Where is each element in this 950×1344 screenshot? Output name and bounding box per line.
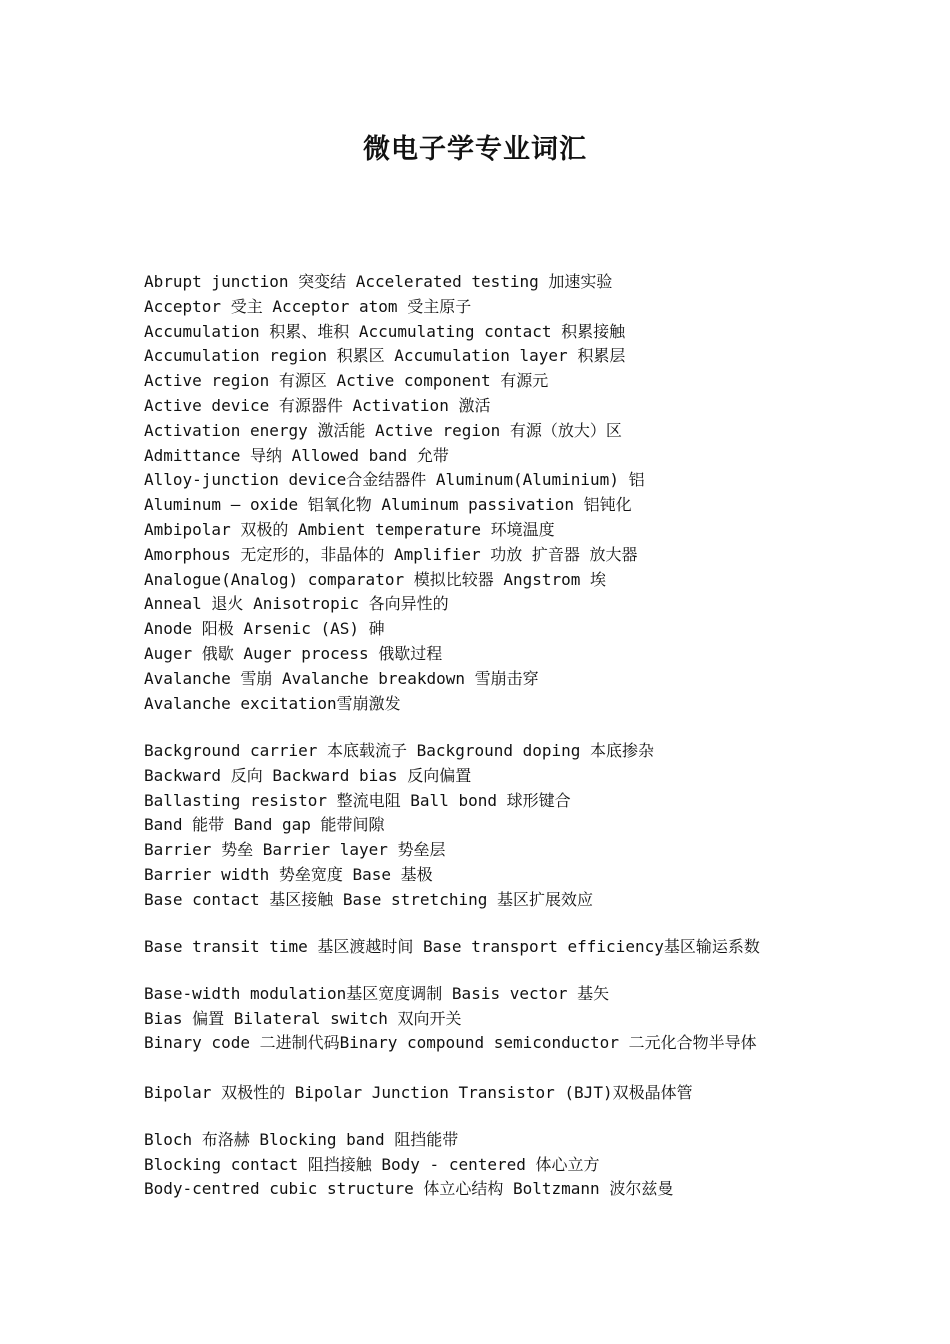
glossary-line: Base contact 基区接触 Base stretching 基区扩展效应 xyxy=(144,889,593,909)
glossary-line: Auger 俄歇 Auger process 俄歇过程 xyxy=(144,643,443,663)
glossary-body xyxy=(144,270,924,1202)
glossary-line: Anneal 退火 Anisotropic 各向异性的 xyxy=(144,594,449,614)
glossary-line: Active device 有源器件 Activation 激活 xyxy=(144,395,491,415)
glossary-line: Admittance 导纳 Allowed band 允带 xyxy=(144,445,449,465)
glossary-line: Base-width modulation基区宽度调制 Basis vector 基矢 xyxy=(144,983,610,1003)
glossary-line: Acceptor 受主 Acceptor atom 受主原子 xyxy=(144,296,472,316)
glossary-line: Alloy-junction device合金结器件 Aluminum(Aluminium) 铝 xyxy=(144,470,645,490)
glossary-line: Accumulation region 积累区 Accumulation layer 积累层 xyxy=(144,346,626,366)
glossary-line: Binary code 二进制代码Binary compound semiconductor 二元化合物半导体 xyxy=(144,1033,757,1053)
glossary-line: Blocking contact 阻挡接触 Body - centered 体心立方 xyxy=(144,1154,600,1174)
document-title: 微电子学专业词汇 xyxy=(363,134,587,165)
glossary-line: Background carrier 本底载流子 Background doping 本底掺杂 xyxy=(144,740,655,760)
glossary-line: Bipolar 双极性的 Bipolar Junction Transistor (BJT)双极晶体管 xyxy=(144,1082,693,1102)
glossary-line: Body-centred cubic structure 体立心结构 Boltzmann 波尔兹曼 xyxy=(144,1179,674,1199)
glossary-line: Bias 偏置 Bilateral switch 双向开关 xyxy=(144,1008,462,1028)
glossary-line: Ballasting resistor 整流电阻 Ball bond 球形键合 xyxy=(144,790,571,810)
glossary-line: Base transit time 基区渡越时间 Base transport efficiency基区输运系数 xyxy=(144,936,760,956)
glossary-line: Avalanche excitation雪崩激发 xyxy=(144,693,401,713)
glossary-line: Analogue(Analog) comparator 模拟比较器 Angstrom 埃 xyxy=(144,569,607,589)
glossary-line: Bloch 布洛赫 Blocking band 阻挡能带 xyxy=(144,1129,459,1149)
glossary-line: Amorphous 无定形的，非晶体的 Amplifier 功放 扩音器 放大器 xyxy=(144,544,638,564)
glossary-line: Band 能带 Band gap 能带间隙 xyxy=(144,815,385,835)
glossary-line: Aluminum – oxide 铝氧化物 Aluminum passivation 铝钝化 xyxy=(144,495,632,515)
glossary-line: Activation energy 激活能 Active region 有源（放大）区 xyxy=(144,420,622,440)
glossary-line: Barrier width 势垒宽度 Base 基极 xyxy=(144,864,433,884)
glossary-line: Active region 有源区 Active component 有源元 xyxy=(144,371,549,391)
glossary-line: Backward 反向 Backward bias 反向偏置 xyxy=(144,765,472,785)
glossary-line: Accumulation 积累、堆积 Accumulating contact 积累接触 xyxy=(144,321,626,341)
glossary-line: Avalanche 雪崩 Avalanche breakdown 雪崩击穿 xyxy=(144,668,539,688)
glossary-line: Abrupt junction 突变结 Accelerated testing 加速实验 xyxy=(144,272,613,291)
glossary-line: Barrier 势垒 Barrier layer 势垒层 xyxy=(144,840,446,860)
glossary-line: Anode 阳极 Arsenic (AS) 砷 xyxy=(144,619,385,639)
glossary-line: Ambipolar 双极的 Ambient temperature 环境温度 xyxy=(144,519,555,539)
